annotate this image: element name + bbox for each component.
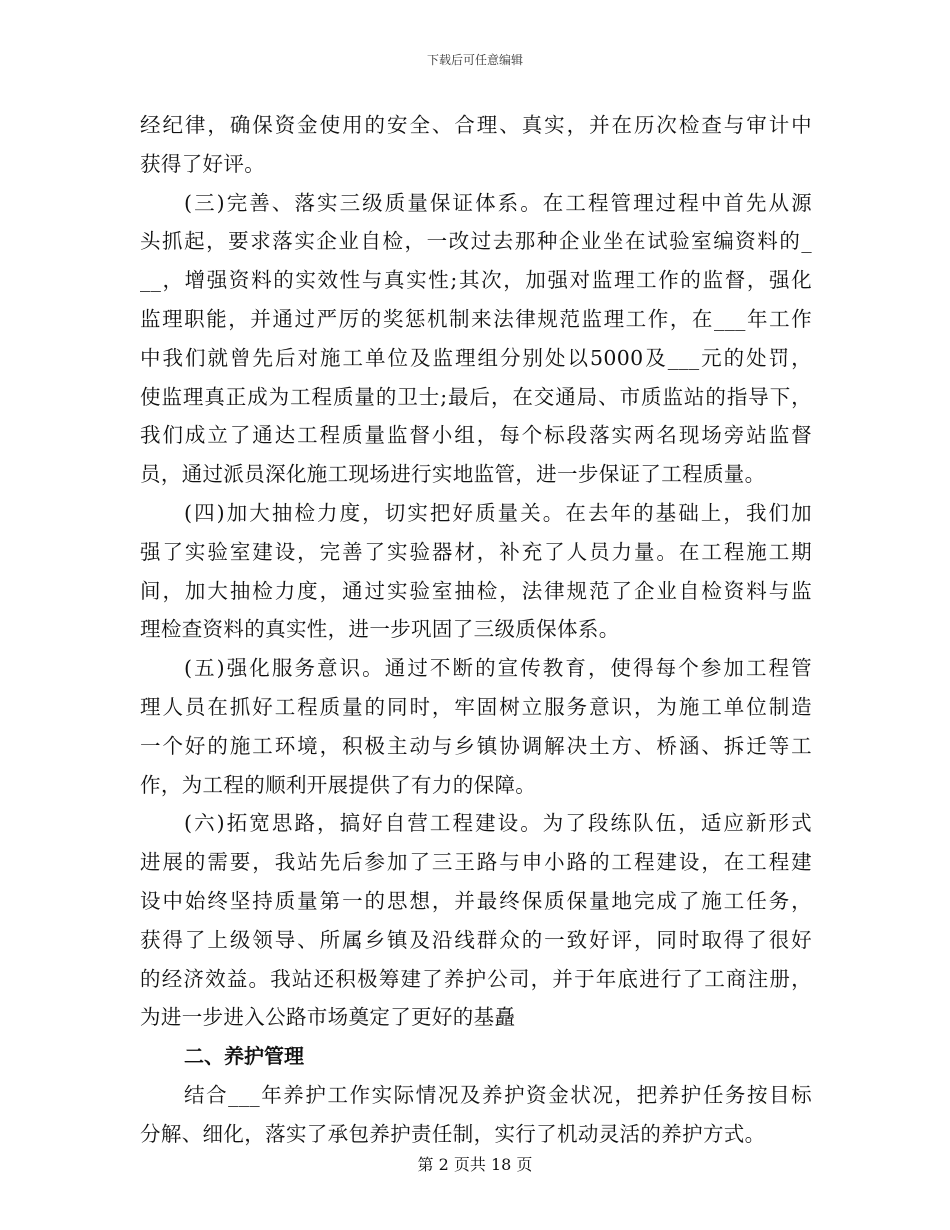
text-line: 理人员在抓好工程质量的同时，牢固树立服务意识，为施工单位制造 bbox=[140, 694, 812, 719]
text-line: (六)拓宽思路，搞好自营工程建设。为了段练队伍，适应新形式 bbox=[184, 811, 812, 836]
text-line: 强了实验室建设，完善了实验器材，补充了人员力量。在工程施工期 bbox=[140, 539, 812, 564]
text-line: (五)强化服务意识。通过不断的宣传教育，使得每个参加工程管 bbox=[184, 656, 812, 681]
document-body bbox=[140, 106, 812, 1154]
text-line: 为进一步进入公路市场奠定了更好的基矗 bbox=[140, 1005, 516, 1030]
section-heading: 二、养护管理 bbox=[184, 1044, 304, 1069]
text-line: 我们成立了通达工程质量监督小组，每个标段落实两名现场旁站监督 bbox=[140, 423, 812, 448]
text-line: 经纪律，确保资金使用的安全、合理、真实，并在历次检查与审计中 bbox=[140, 113, 812, 137]
text-line: 的经济效益。我站还积极筹建了养护公司，并于年底进行了工商注册， bbox=[140, 966, 812, 991]
text-line: __，增强资料的实效性与真实性;其次，加强对监理工作的监督，强化 bbox=[140, 268, 812, 293]
section-paragraph bbox=[140, 1076, 812, 1154]
text-line: 一个好的施工环境，积极主动与乡镇协调解决土方、桥涵、拆迁等工 bbox=[140, 733, 812, 758]
text-line: 设中始终坚持质量第一的思想，并最终保质保量地完成了施工任务， bbox=[140, 888, 812, 913]
text-line: 获得了好评。 bbox=[140, 151, 266, 176]
text-line: 间，加大抽检力度，通过实验室抽检，法律规范了企业自检资料与监 bbox=[140, 578, 812, 603]
text-line: 理检查资料的真实性，进一步巩固了三级质保体系。 bbox=[140, 617, 620, 642]
text-line: 进展的需要，我站先后参加了三王路与申小路的工程建设，在工程建 bbox=[140, 850, 812, 875]
text-line: 作，为工程的顺利开展提供了有力的保障。 bbox=[140, 772, 537, 797]
page-header: 下载后可任意编辑 bbox=[426, 53, 523, 67]
text-line: 分解、细化，落实了承包养护责任制，实行了机动灵活的养护方式。 bbox=[140, 1121, 766, 1146]
text-line: 监理职能，并通过严厉的奖惩机制来法律规范监理工作，在___年工作 bbox=[140, 306, 812, 331]
text-line: (三)完善、落实三级质量保证体系。在工程管理过程中首先从源 bbox=[184, 190, 812, 215]
text-line: 头抓起，要求落实企业自检，一改过去那种企业坐在试验室编资料的_ bbox=[140, 229, 812, 254]
text-line: 中我们就曾先后对施工单位及监理组分别处以5000及___元的处罚， bbox=[140, 345, 812, 370]
text-line: 使监理真正成为工程质量的卫士;最后，在交通局、市质监站的指导下， bbox=[140, 384, 812, 409]
paragraph-lines bbox=[140, 106, 812, 1037]
page-number: 第 2 页共 18 页 bbox=[417, 1155, 533, 1174]
text-line: 获得了上级领导、所属乡镇及沿线群众的一致好评，同时取得了很好 bbox=[140, 927, 812, 952]
text-line: 员，通过派员深化施工现场进行实地监管，进一步保证了工程质量。 bbox=[140, 462, 766, 487]
text-line: (四)加大抽检力度，切实把好质量关。在去年的基础上，我们加 bbox=[184, 500, 812, 525]
text-line: 结合___年养护工作实际情况及养护资金状况，把养护任务按目标 bbox=[184, 1082, 812, 1107]
